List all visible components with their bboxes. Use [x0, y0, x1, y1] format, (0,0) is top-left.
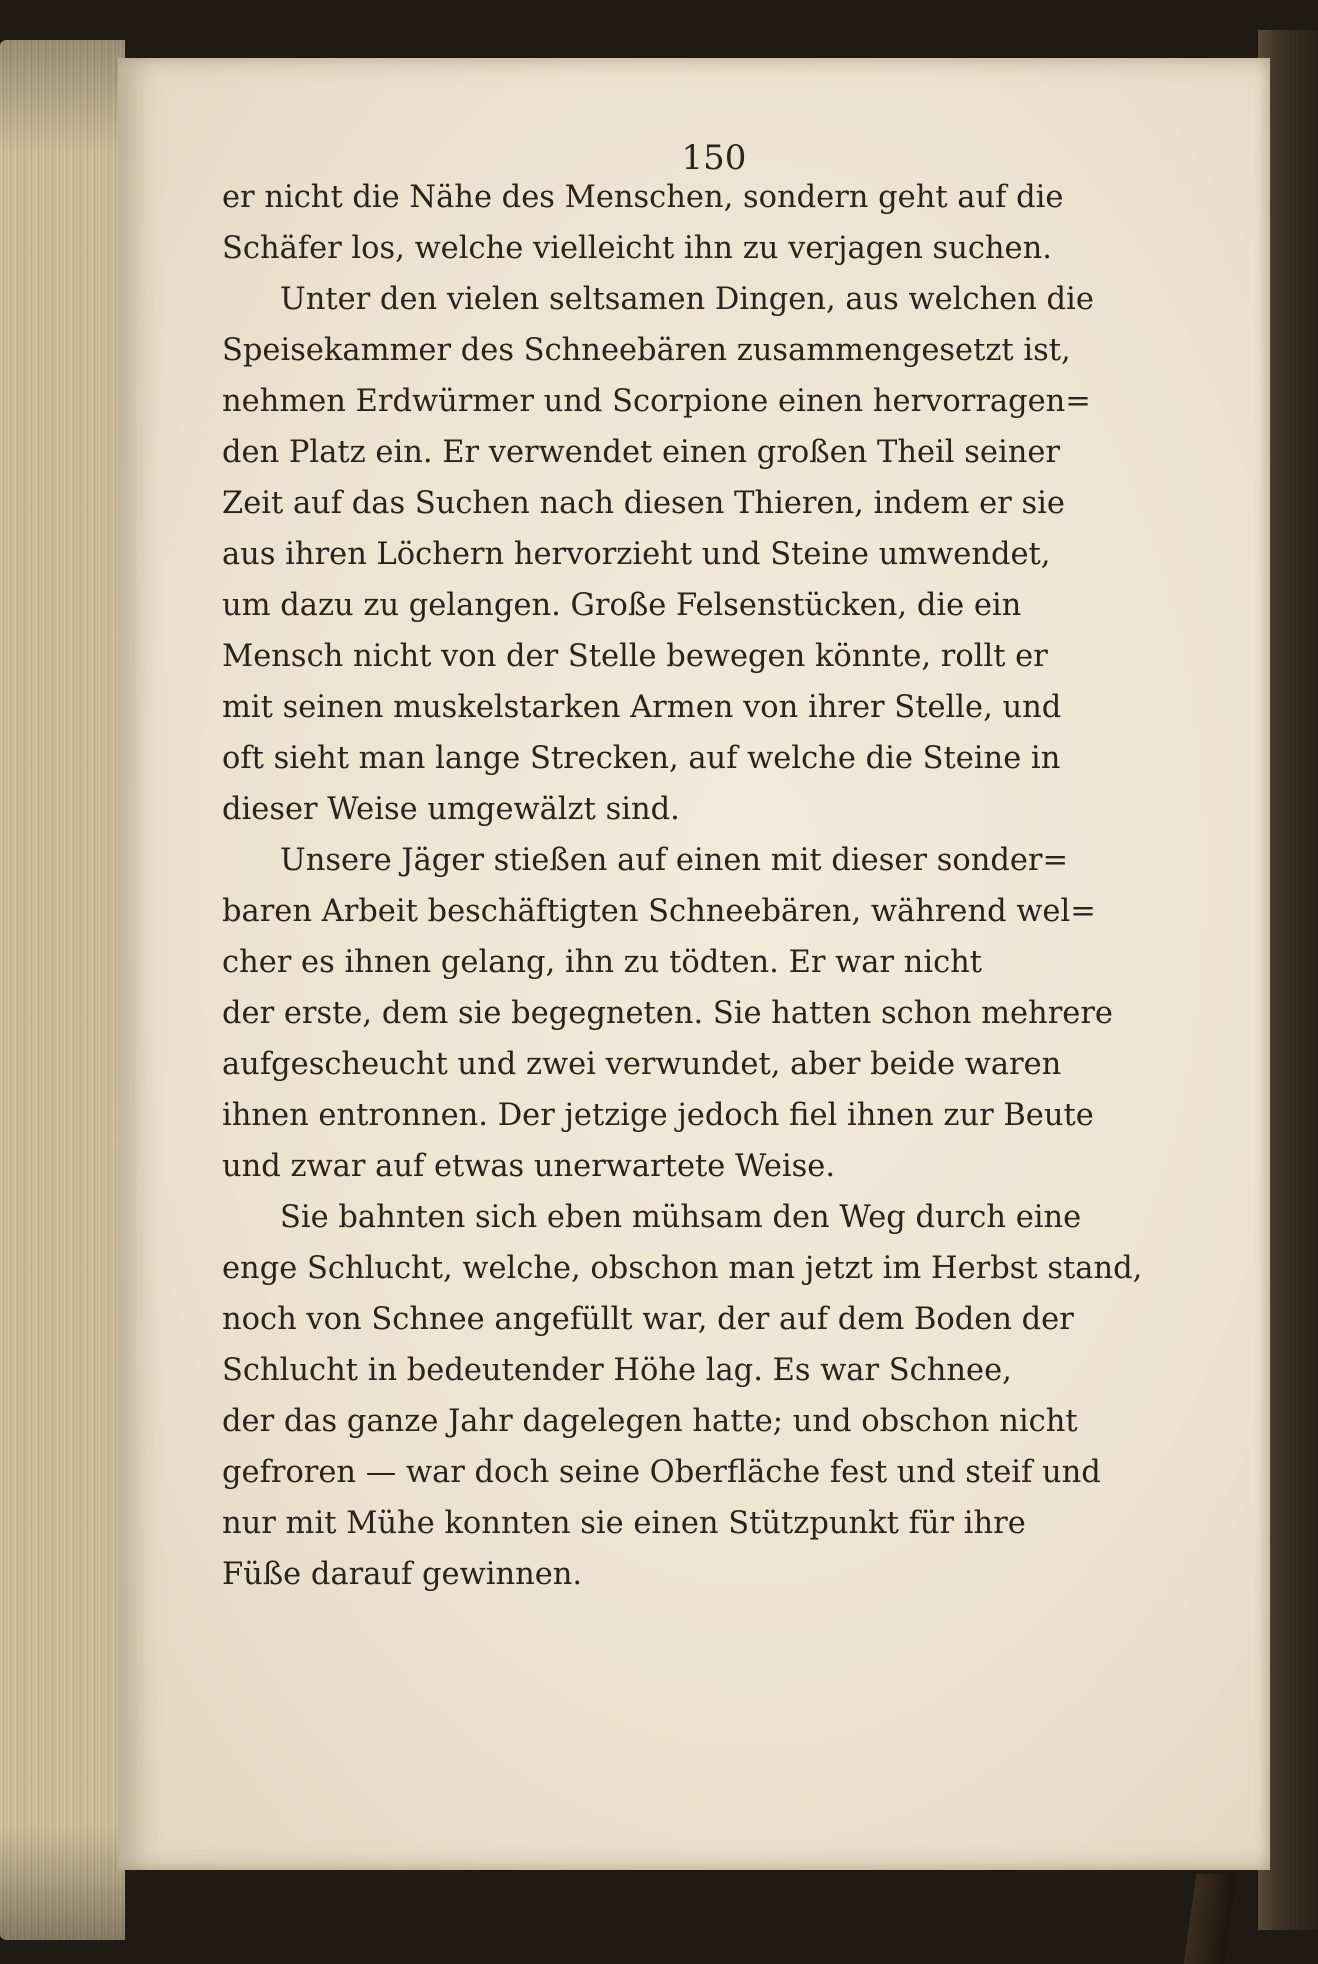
text-line: der erste, dem sie begegneten. Sie hatten schon mehrere: [222, 996, 1113, 1031]
text-line: Unsere Jäger stießen auf einen mit dieser sonder=: [280, 843, 1069, 878]
text-line: gefroren — war doch seine Oberfläche fest und steif und: [222, 1455, 1101, 1490]
text-line: Sie bahnten sich eben mühsam den Weg durch eine: [280, 1200, 1082, 1235]
text-line: aufgescheucht und zwei verwundet, aber beide waren: [222, 1047, 1062, 1082]
text-line: Schäfer los, welche vielleicht ihn zu verjagen suchen.: [222, 231, 1052, 266]
text-line: Unter den vielen seltsamen Dingen, aus welchen die: [280, 282, 1094, 317]
text-line: er nicht die Nähe des Menschen, sondern geht auf die: [222, 180, 1064, 215]
text-line: ihnen entronnen. Der jetzige jedoch fiel ihnen zur Beute: [222, 1098, 1094, 1133]
text-line: nur mit Mühe konnten sie einen Stützpunkt für ihre: [222, 1506, 1026, 1541]
text-line: oft sieht man lange Strecken, auf welche die Steine in: [222, 741, 1061, 776]
text-line: um dazu zu gelangen. Große Felsenstücken, die ein: [222, 588, 1022, 623]
page-number: 150: [681, 138, 747, 178]
text-line: den Platz ein. Er verwendet einen großen Theil seiner: [222, 435, 1060, 470]
text-line: Schlucht in bedeutender Höhe lag. Es war Schnee,: [222, 1353, 1012, 1388]
bookmark-ribbon: [1184, 1874, 1237, 1964]
text-line: aus ihren Löchern hervorzieht und Steine umwendet,: [222, 537, 1051, 572]
page-text: [222, 172, 1143, 1600]
text-line: enge Schlucht, welche, obschon man jetzt im Herbst stand,: [222, 1251, 1143, 1286]
text-line: dieser Weise umgewälzt sind.: [222, 792, 680, 827]
text-line: Speisekammer des Schneebären zusammengesetzt ist,: [222, 333, 1071, 368]
text-line: noch von Schnee angefüllt war, der auf dem Boden der: [222, 1302, 1074, 1337]
text-line: Füße darauf gewinnen.: [222, 1557, 583, 1592]
text-line: nehmen Erdwürmer und Scorpione einen hervorragen=: [222, 384, 1091, 419]
text-line: der das ganze Jahr dagelegen hatte; und obschon nicht: [222, 1404, 1078, 1439]
text-line: Mensch nicht von der Stelle bewegen könnte, rollt er: [222, 639, 1048, 674]
book-page-edges: [0, 40, 125, 1940]
text-line: Zeit auf das Suchen nach diesen Thieren, indem er sie: [222, 486, 1065, 521]
text-line: cher es ihnen gelang, ihn zu tödten. Er war nicht: [222, 945, 983, 980]
text-line: mit seinen muskelstarken Armen von ihrer Stelle, und: [222, 690, 1062, 725]
text-line: und zwar auf etwas unerwartete Weise.: [222, 1149, 836, 1184]
text-line: baren Arbeit beschäftigten Schneebären, während wel=: [222, 894, 1096, 929]
